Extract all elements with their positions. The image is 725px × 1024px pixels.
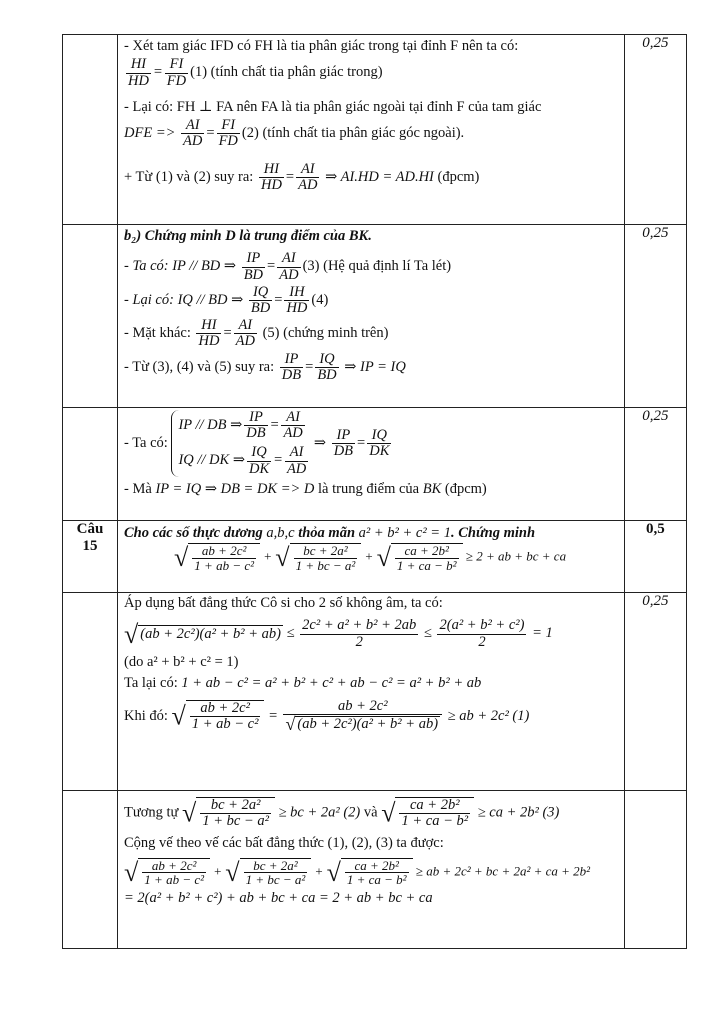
question-statement: Cho các số thực dương a,b,c thỏa mãn a² + b² + c² = 1. Chứng minh √ $\frac{\text{ab + 2c²}}{\text{1 + ab − c²}}$ + √ $\frac{\text{bc + 2a²}}{\text{1 + bc − a²}}$ + √ $\frac{\text{ca + 2b²}}{\text{1 + ca − b²}}$ ≥ 2 + ab + bc + ca: [118, 521, 625, 593]
formula-line: √ $\frac{\text{ab + 2c²}}{\text{1 + ab − c²}}$ + √ $\frac{\text{bc + 2a²}}{\text{1 + bc − a²}}$ + √ $\frac{\text{ca + 2b²}}{\text{1 + ca − b²}}$ ≥ 2 + ab + bc + ca: [174, 543, 567, 573]
score-cell: 0,5: [624, 521, 686, 593]
table-row: [63, 593, 687, 791]
table-row: [63, 408, 687, 521]
formula-line: DFE => $\frac{AI}{AD}$ = $\frac{FI}{FD}$ (2) (tính chất tia phân giác góc ngoài).: [124, 117, 465, 150]
question-cell: [63, 35, 118, 225]
solution-cell: [118, 408, 625, 521]
text-line: - Xét tam giác IFD có FH là tia phân giác trong tại đỉnh F nên ta có:: [124, 38, 519, 54]
formula-line: + Từ (1) và (2) suy ra: $\frac{HI}{HD}$ = $\frac{AI}{AD}$ ⇒ AI.HD = AD.HI (đpcm): [124, 160, 480, 193]
formula-line: - Ta có: IP // BD ⇒ $\frac{IP}{BD}$ = $\frac{AI}{AD}$ (3) (Hệ quả định lí Ta lét): [124, 250, 452, 283]
table-row: [63, 35, 687, 225]
formula-line: √ $\frac{\text{ab + 2c²}}{\text{1 + ab − c²}}$ + √ $\frac{\text{bc + 2a²}}{\text{1 + bc − a²}}$ + √ $\frac{\text{ca + 2b²}}{\text{1 + ca − b²}}$ ≥ ab + 2c² + bc + 2a² + ca + 2b²: [124, 857, 591, 888]
equation-system: IP // DB ⇒ $\frac{IP}{DB}$ = $\frac{AI}{AD}$ IQ // DK ⇒ $\frac{IQ}{DK}$ = $\frac{AI}{AD}$: [171, 410, 310, 477]
formula-line: = 2(a² + b² + c²) + ab + bc + ca = 2 + ab + bc + ca: [124, 890, 433, 907]
formula-line: $\frac{HI}{HD}$ = $\frac{FI}{FD}$ (1) (tính chất tia phân giác trong): [128, 56, 383, 89]
question-cell: [63, 593, 118, 791]
solution-cell: [118, 791, 625, 949]
solution-cell: [118, 35, 625, 225]
solution-cell: [118, 593, 625, 791]
text-line: (do a² + b² + c² = 1): [124, 653, 239, 670]
formula-line: - Mặt khác: $\frac{HI}{HD}$ = $\frac{AI}{AD}$ (5) (chứng minh trên): [124, 317, 389, 350]
table-row: [63, 521, 687, 593]
table-row: [63, 791, 687, 949]
table-row: [63, 225, 687, 408]
solution-cell: [118, 225, 625, 408]
answer-key-page: [62, 34, 687, 949]
formula-line: - Lại có: IQ // BD ⇒ $\frac{IQ}{BD}$ = $\frac{IH}{HD}$ (4): [124, 283, 329, 317]
score-cell: 0,25: [624, 35, 686, 225]
formula-line: √ (ab + 2c²)(a² + b² + ab) ≤ $\frac{\text{2c² + a² + b² + 2ab}}{2}$ ≤ $\frac{\text{2(a² + b² + c²)}}{2}$ = 1: [124, 617, 553, 650]
formula-line: - Từ (3), (4) và (5) suy ra: $\frac{IP}{DB}$ = $\frac{IQ}{BD}$ ⇒ IP = IQ: [124, 350, 406, 383]
section-title: b₂) Chứng minh D là trung điểm của BK.: [124, 228, 372, 244]
question-cell: [63, 408, 118, 521]
question-cell: [63, 791, 118, 949]
formula-line: Khi đó: √ $\frac{\text{ab + 2c²}}{\text{1 + ab − c²}}$ = $\frac{\text{ab + 2c²}}{\text{√ (ab + 2c²)(a² + b² + ab)}}$ ≥ ab + 2c² (1): [124, 697, 530, 734]
formula-line: Tương tự √ $\frac{\text{bc + 2a²}}{\text{1 + bc − a²}}$ ≥ bc + 2a² (2) và √ $\frac{\text{ca + 2b²}}{\text{1 + ca − b²}}$ ≥ ca + 2b² (3): [124, 797, 560, 830]
formula-line: - Ta có: IP // DB ⇒ $\frac{IP}{DB}$ = $\frac{AI}{AD}$ IQ // DK ⇒ $\frac{IQ}{DK}$ = $\frac{AI}{AD}$ ⇒ $\frac{IP}{DB}$ = $\frac{IQ}{DK}$: [124, 409, 390, 477]
score-cell: 0,25: [624, 225, 686, 408]
text-line: Áp dụng bất đẳng thức Cô si cho 2 số không âm, ta có:: [124, 595, 443, 611]
text-line: - Mà IP = IQ ⇒ DB = DK => D là trung điểm của BK (đpcm): [124, 480, 487, 497]
text-line: - Lại có: FH ⊥ FA nên FA là tia phân giác ngoài tại đỉnh F của tam giác: [124, 98, 542, 115]
formula-line: Ta lại có: 1 + ab − c² = a² + b² + c² + ab − c² = a² + b² + ab: [124, 675, 482, 692]
score-cell: 0,25: [624, 593, 686, 791]
question-cell: [63, 225, 118, 408]
solution-table: [62, 34, 687, 949]
question-label: Câu 15: [63, 521, 118, 593]
score-cell: [624, 791, 686, 949]
score-cell: 0,25: [624, 408, 686, 521]
text-line: Cộng vế theo vế các bất đẳng thức (1), (2), (3) ta được:: [124, 835, 444, 852]
